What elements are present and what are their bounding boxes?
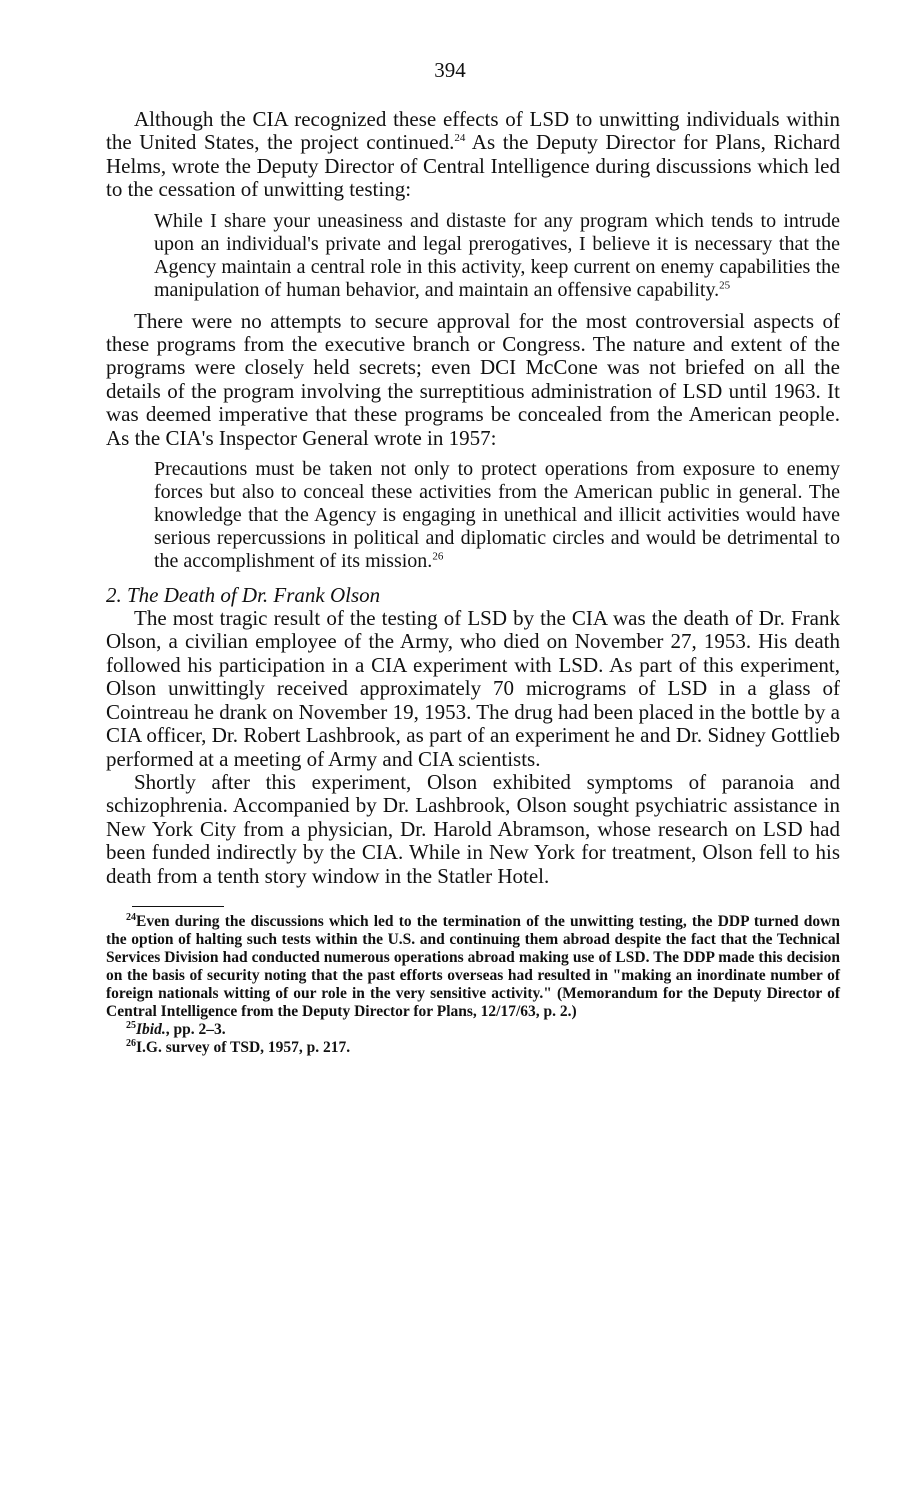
paragraph-1	[106, 108, 840, 202]
footnote-mark: 25	[126, 1019, 136, 1031]
paragraph-1-tail: As the Deputy Director for Plans, Richard Helms, wrote the Deputy Director of Central Intelligence during discussions which led to the cessation of unwitting testing:	[106, 130, 840, 202]
footnote-mark: 26	[126, 1037, 136, 1049]
block-quote-2	[154, 458, 840, 573]
paragraph-3: The most tragic result of the testing of LSD by the CIA was the death of Dr. Frank Olson, a civilian employee of the Army, who died on November 27, 1953. His death followed his participation in a CIA experiment with LSD. As part of this experiment, Olson unwittingly received approximately 70 micrograms of LSD in a glass of Cointreau he drank on November 19, 1953. The drug had been placed in the bottle by a CIA officer, Dr. Robert Lashbrook, as part of an experiment he and Dr. Sidney Gottlieb performed at a meeting of Army and CIA scientists.	[106, 606, 840, 771]
footnote-text: , pp. 2–3.	[165, 1020, 226, 1038]
footnote-26	[106, 1039, 840, 1057]
paragraph-4: Shortly after this experiment, Olson exhibited symptoms of paranoia and schizophrenia. Accompanied by Dr. Lashbrook, Olson sought psychiatric assistance in New York City from a physician, Dr. Harold Abramson, whose research on LSD had been funded indirectly by the CIA. While in New York for treatment, Olson fell to his death from a tenth story window in the Statler Hotel.	[106, 769, 840, 888]
block-quote-2-text: Precautions must be taken not only to protect operations from exposure to enemy forces but also to conceal these activities from the American public in general. The knowledge that the Agency is engaging in unethical and illicit activities would have serious repercussions in political and diplomatic circles and would be detrimental to the accomplishment of its mission.	[154, 458, 840, 573]
footnote-divider	[132, 906, 224, 907]
block-quote-1	[154, 210, 840, 302]
footnote-ref-24: 24	[454, 132, 466, 145]
paragraph-1-text: Although the CIA recognized these effects of LSD to unwitting individuals within the United States, the project continued.	[106, 107, 840, 155]
paragraph-2: There were no attempts to secure approval for the most controversial aspects of these programs from the executive branch or Congress. The nature and extent of the programs were closely held secrets; even DCI McCone was not briefed on all the details of the program involving the surreptitious administration of LSD until 1963. It was deemed imperative that these programs be concealed from the American people. As the CIA's Inspector General wrote in 1957:	[106, 308, 840, 450]
footnote-ref-26: 26	[432, 550, 444, 563]
body-text	[106, 108, 840, 1057]
footnote-italic: Ibid.	[136, 1020, 166, 1038]
footnote-mark: 24	[126, 911, 136, 923]
block-quote-1-text: While I share your uneasiness and distaste for any program which tends to intrude upon an individual's private and legal prerogatives, I believe it is necessary that the Agency maintain a central role in this activity, keep current on enemy capabilities the manipulation of human behavior, and maintain an offensive capability.	[154, 209, 840, 301]
section-heading: 2. The Death of Dr. Frank Olson	[106, 583, 381, 608]
footnote-ref-25: 25	[719, 278, 731, 291]
footnote-24	[106, 913, 840, 1021]
footnote-25	[106, 1021, 840, 1039]
page-number: 394	[434, 58, 466, 82]
footnote-text: Even during the discussions which led to the termination of the unwitting testing, the DDP turned down the option of halting such tests within the U.S. and continuing them abroad despite the fact that the Technical Services Division had conducted numerous operations abroad making use of LSD. The DDP made this decision on the basis of security noting that the past efforts overseas had resulted in "making an inordinate number of foreign nationals witting of our role in the very sensitive activity." (Memorandum for the Deputy Director of Central Intelligence from the Deputy Director for Plans, 12/17/63, p. 2.)	[106, 912, 840, 1020]
footnote-text: I.G. survey of TSD, 1957, p. 217.	[136, 1038, 351, 1056]
